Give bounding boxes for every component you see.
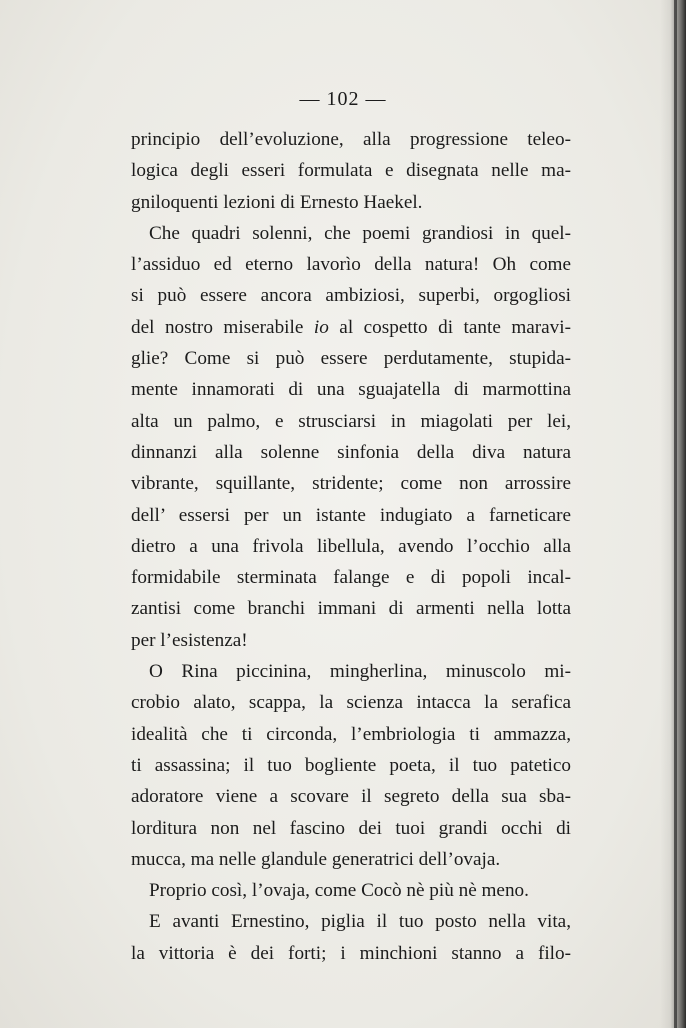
text-line: Che quadri solenni, che poemi grandiosi in quel- <box>149 222 571 244</box>
text-line: glie? Come si può essere perdutamente, stupida- <box>131 348 571 370</box>
paragraph-5 <box>131 906 571 969</box>
text-line: adoratore viene a scovare il segreto della sua sba- <box>131 786 571 808</box>
text-line: dietro a una frivola libellula, avendo l’occhio alla <box>131 535 571 557</box>
paragraph-2 <box>131 218 571 656</box>
text-line: Proprio così, l’ovaja, come Cocò nè più nè meno. <box>149 880 529 902</box>
italic-word: io <box>313 316 329 338</box>
text-line: la vittoria è dei forti; i minchioni stanno a filo- <box>131 942 571 964</box>
text-line: logica degli esseri formulata e disegnata nelle ma- <box>131 160 571 182</box>
text-line: mucca, ma nelle glandule generatrici dell’ovaja. <box>131 848 501 870</box>
text-line: gniloquenti lezioni di Ernesto Haekel. <box>131 191 423 213</box>
text-line: principio dell’evoluzione, alla progressione teleo- <box>131 129 571 150</box>
paragraph-3 <box>131 656 571 875</box>
paragraph-4 <box>131 875 571 906</box>
text-line: alta un palmo, e strusciarsi in miagolati per lei, <box>131 410 571 432</box>
text-line: dell’ essersi per un istante indugiato a farneticare <box>131 504 571 526</box>
text-line: per l’esistenza! <box>131 629 248 651</box>
paragraph-1 <box>131 124 571 218</box>
text-line: zantisi come branchi immani di armenti nella lotta <box>131 598 571 620</box>
text-line: si può essere ancora ambiziosi, superbi, orgogliosi <box>131 285 571 307</box>
page-number: — 102 — <box>299 88 387 110</box>
body-text <box>131 124 571 969</box>
text-segment: al cospetto di tante maravi- <box>328 316 571 338</box>
text-line: crobio alato, scappa, la scienza intacca la serafica <box>131 692 571 714</box>
text-line: dinnanzi alla solenne sinfonia della diva natura <box>131 441 571 463</box>
text-line: E avanti Ernestino, piglia il tuo posto nella vita, <box>149 911 571 933</box>
text-line: l’assiduo ed eterno lavorìo della natura! Oh come <box>131 254 571 276</box>
text-line: lorditura non nel fascino dei tuoi grandi occhi di <box>131 817 571 839</box>
text-line: formidabile sterminata falange e di popoli incal- <box>131 567 571 589</box>
page-edge-line <box>674 0 677 1028</box>
text-line: vibrante, squillante, stridente; come non arrossire <box>131 473 571 495</box>
text-line: O Rina piccinina, mingherlina, minuscolo mi- <box>149 661 571 683</box>
text-segment: del nostro miserabile <box>131 316 314 338</box>
page-edge-shadow <box>660 0 686 1028</box>
text-line: ti assassina; il tuo bogliente poeta, il tuo patetico <box>131 754 571 776</box>
text-line: mente innamorati di una sguajatella di marmottina <box>131 379 571 401</box>
text-line: idealità che ti circonda, l’embriologia ti ammazza, <box>131 723 571 745</box>
text-line-with-italic <box>131 312 571 343</box>
